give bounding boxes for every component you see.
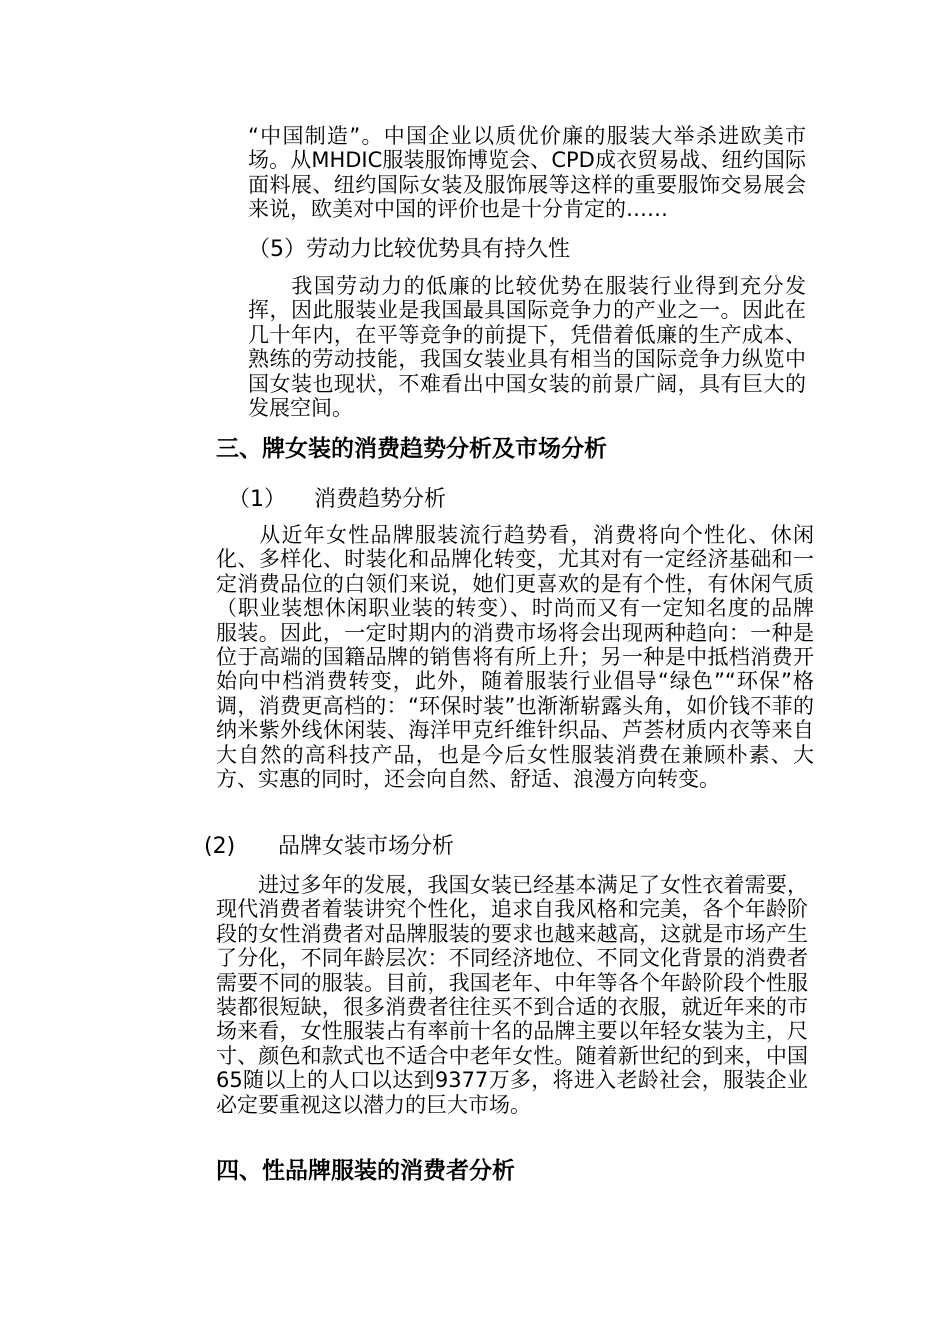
subheading-labor-advantage bbox=[248, 236, 570, 264]
paragraph-text: “中国制造”。中国企业以质优价廉的服装大举杀进欧美市场。从MHDIC服装服饰博览会、CPD成衣贸易战、纽约国际面料展、纽约国际女装及服饰展等这样的重要服饰交易展会来说，欧美对中国的评价也是十分肯定的…… bbox=[248, 124, 806, 222]
section-heading-3 bbox=[216, 434, 607, 464]
heading-text: 四、性品牌服装的消费者分析 bbox=[216, 1158, 515, 1184]
subheading-text: 品牌女装市场分析 bbox=[278, 834, 455, 859]
paragraph-labor-advantage bbox=[248, 274, 806, 420]
paragraph-consumption-trend bbox=[216, 523, 814, 791]
paragraph-text: 进过多年的发展，我国女装已经基本满足了女性衣着需要，现代消费者着装讲究个性化，追求自我风格和完美，各个年龄阶段的女性消费者对品牌服装的要求也越来越高，这就是市场产生了分化，不同年龄层次：不同经济地位、不同文化背景的消费者需要不同的服装。目前，我国老年、中年等各个年龄阶段个性服装都很短缺，很多消费者往往买不到合适的衣服，就近年来的市场来看，女性服装占有率前十名的品牌主要以年轻女装为主，尺寸、颜色和款式也不适合中老年女性。随着新世纪的到来，中国65随以上的人口以达到9377万多，将进入老龄社会，服装企业必定要重视这以潜力的巨大市场。 bbox=[216, 873, 808, 1117]
subheading-text: （5）劳动力比较优势具有持久性 bbox=[248, 237, 570, 262]
paragraph-text: 从近年女性品牌服装流行趋势看，消费将向个性化、休闲化、多样化、时装化和品牌化转变，尤其对有一定经济基础和一定消费品位的白领们来说，她们更喜欢的是有个性，有休闲气质（职业装想休闲职业装的转变）、时尚而又有一定知名度的品牌服装。因此，一定时期内的消费市场将会出现两种趋向：一种是位于高端的国籍品牌的销售将有所上升；另一种是中抵档消费开始向中档消费转变，此外，随着服装行业倡导“绿色”“环保”格调，消费更高档的：“环保时装”也渐渐崭露头角，如价钱不菲的纳米紫外线休闲装、海洋甲克纤维针织品、芦荟材质内衣等来自大自然的高科技产品，也是今后女性服装消费在兼顾朴素、大方、实惠的同时，还会向自然、舒适、浪漫方向转变。 bbox=[216, 523, 814, 792]
subheading-number: (2) bbox=[204, 834, 236, 859]
paragraph-text: 我国劳动力的低廉的比较优势在服装行业得到充分发挥，因此服装业是我国最具国际竞争力的产业之一。因此在几十年内，在平等竞争的前提下，凭借着低廉的生产成本、熟练的劳动技能，我国女装业具有相当的国际竞争力纵览中国女装也现状，不难看出中国女装的前景广阔，具有巨大的发展空间。 bbox=[248, 274, 806, 421]
subheading-consumption-trend bbox=[228, 486, 446, 514]
paragraph-made-in-china bbox=[248, 124, 806, 222]
subheading-text: 消费趋势分析 bbox=[314, 487, 447, 512]
paragraph-market-analysis bbox=[216, 873, 808, 1117]
subheading-market-analysis bbox=[204, 833, 454, 861]
subheading-number: （1） bbox=[228, 487, 286, 512]
heading-text: 三、牌女装的消费趋势分析及市场分析 bbox=[216, 436, 607, 462]
section-heading-4 bbox=[216, 1156, 515, 1186]
